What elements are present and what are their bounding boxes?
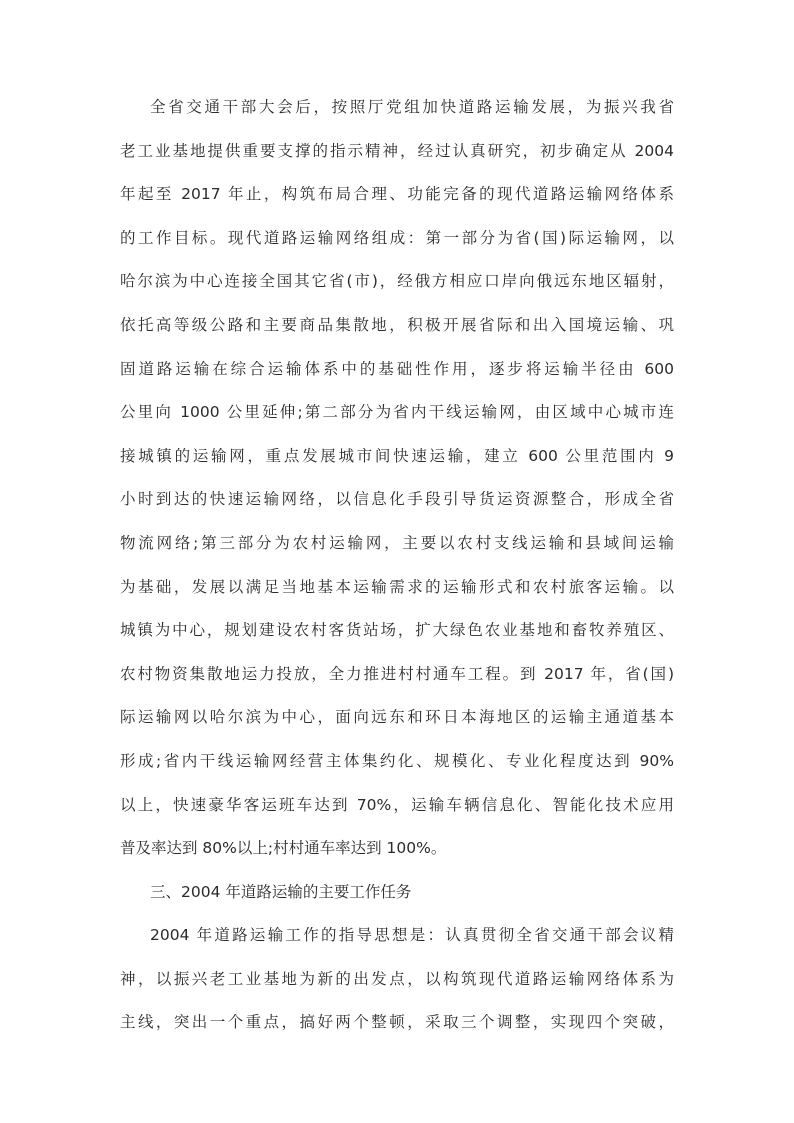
text-line: 普及率达到 80%以上;村村通车率达到 100%。 [120,839,447,858]
text-line: 物流网络;第三部分为农村运输网，主要以农村支线运输和县域间运输 [120,533,674,552]
section-heading: 三、2004 年道路运输的主要工作任务 [150,882,412,901]
text-line: 2004 年道路运输工作的指导思想是：认真贯彻全省交通干部会议精 [150,926,674,945]
document-body [120,96,674,1055]
text-line: 老工业基地提供重要支撑的指示精神，经过认真研究，初步确定从 2004 [120,141,674,160]
text-line: 全省交通干部大会后，按照厅党组加快道路运输发展，为振兴我省 [150,98,674,116]
text-line: 以上，快速豪华客运班车达到 70%，运输车辆信息化、智能化技术应用 [120,795,674,814]
text-line: 为基础，发展以满足当地基本运输需求的运输形式和农村旅客运输。以 [120,577,674,596]
text-line: 农村物资集散地运力投放，全力推进村村通车工程。到 2017 年，省(国) [120,664,674,683]
text-line: 年起至 2017 年止，构筑布局合理、功能完备的现代道路运输网络体系 [120,185,674,204]
text-line: 公里向 1000 公里延伸;第二部分为省内干线运输网，由区域中心城市连 [120,403,674,422]
text-line: 接城镇的运输网，重点发展城市间快速运输，建立 600 公里范围内 9 [120,446,674,465]
text-line: 主线，突出一个重点，搞好两个整顿，采取三个调整，实现四个突破， [120,1013,674,1032]
text-line: 际运输网以哈尔滨为中心，面向远东和环日本海地区的运输主通道基本 [120,708,674,727]
text-line: 神，以振兴老工业基地为新的出发点，以构筑现代道路运输网络体系为 [120,969,674,988]
text-line: 的工作目标。现代道路运输网络组成：第一部分为省(国)际运输网，以 [120,228,674,247]
text-line: 小时到达的快速运输网络，以信息化手段引导货运资源整合，形成全省 [120,490,674,509]
text-line: 固道路运输在综合运输体系中的基础性作用，逐步将运输半径由 600 [120,359,674,378]
text-line: 城镇为中心，规划建设农村客货站场，扩大绿色农业基地和畜牧养殖区、 [120,621,674,640]
text-line: 形成;省内干线运输网经营主体集约化、规模化、专业化程度达到 90% [120,751,674,770]
text-line: 哈尔滨为中心连接全国其它省(市)，经俄方相应口岸向俄远东地区辐射， [120,272,674,291]
text-line: 依托高等级公路和主要商品集散地，积极开展省际和出入国境运输、巩 [120,315,674,334]
